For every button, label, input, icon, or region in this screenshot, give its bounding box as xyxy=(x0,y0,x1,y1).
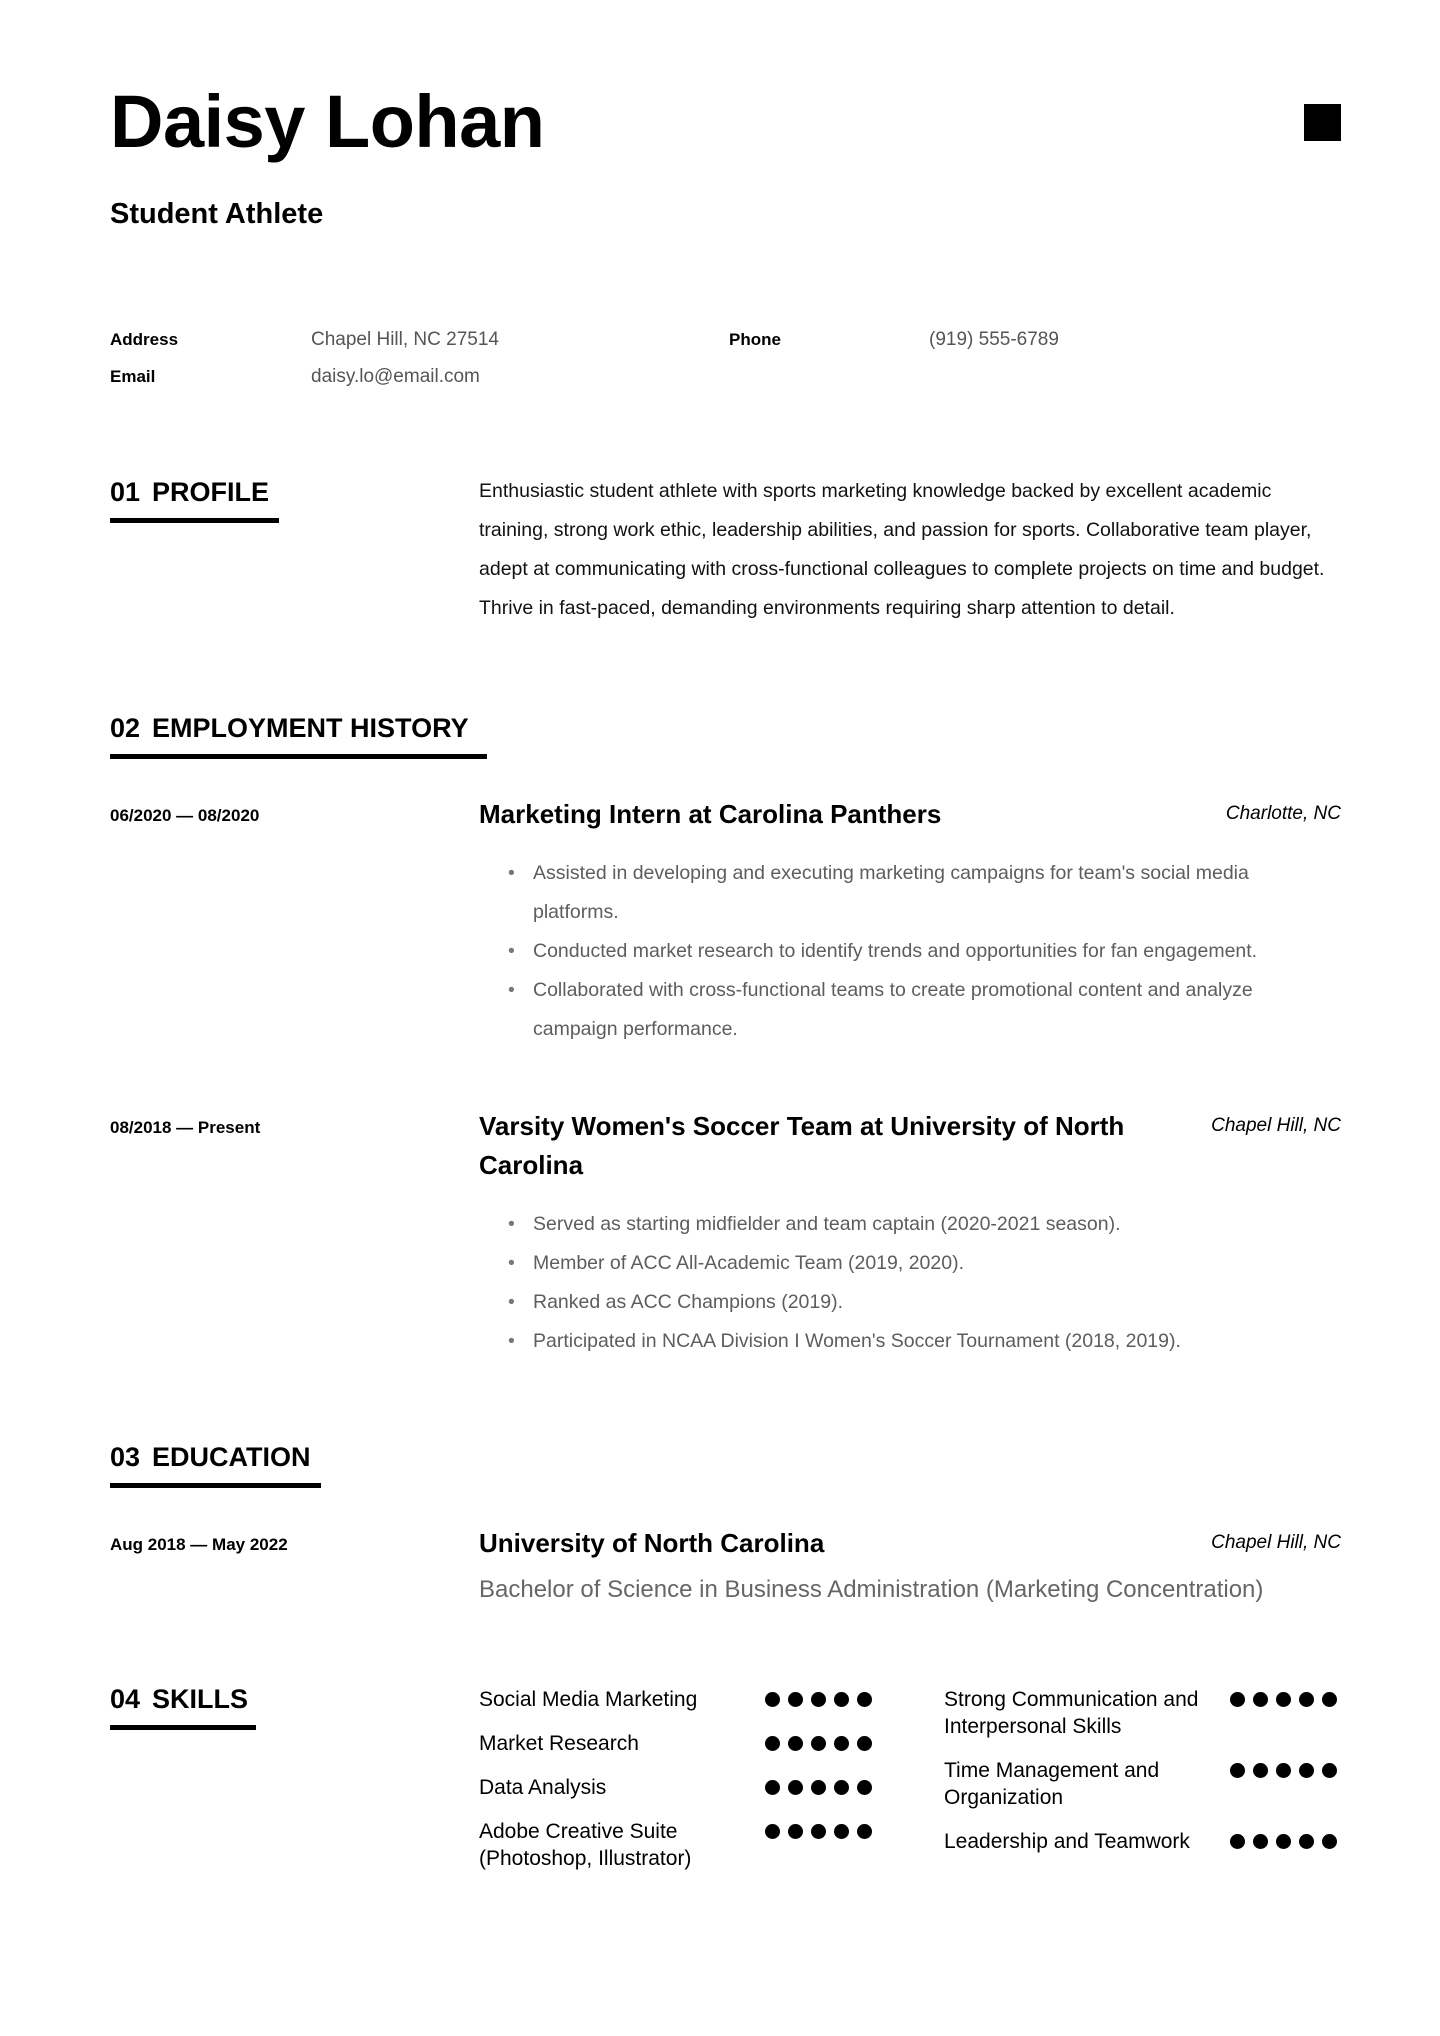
skill-dot xyxy=(834,1824,849,1839)
employment-heading-underline xyxy=(110,754,487,759)
skill-dot xyxy=(834,1780,849,1795)
skill-dot xyxy=(1253,1692,1268,1707)
skill-rating xyxy=(765,1780,873,1796)
skill-dot xyxy=(788,1824,803,1839)
skill-dot xyxy=(1299,1763,1314,1778)
skill-rating xyxy=(765,1824,873,1840)
section-title: EMPLOYMENT HISTORY xyxy=(152,713,469,743)
job-location: Charlotte, NC xyxy=(1225,803,1341,824)
skill-dot xyxy=(1299,1692,1314,1707)
section-number: 04 xyxy=(110,1684,141,1714)
job-bullets xyxy=(479,1205,1339,1361)
skill-dot xyxy=(811,1824,826,1839)
skills-heading xyxy=(110,1682,248,1716)
skill-dot xyxy=(857,1780,872,1795)
list-item: • Conducted market research to identify trends and opportunities for fan engagement. xyxy=(479,932,1339,971)
skill-dot xyxy=(811,1780,826,1795)
job-dates: 08/2018 — Present xyxy=(110,1118,261,1137)
candidate-title: Student Athlete xyxy=(110,198,324,230)
job-title: Marketing Intern at Carolina Panthers xyxy=(479,799,942,829)
section-number: 01 xyxy=(110,477,141,507)
skill-dot xyxy=(1230,1692,1245,1707)
job-title: Varsity Women's Soccer Team at University of North Carolina xyxy=(479,1111,1125,1180)
section-title: SKILLS xyxy=(152,1684,249,1714)
list-item: • Member of ACC All-Academic Team (2019, 2020). xyxy=(479,1244,1339,1283)
skill-dot xyxy=(765,1692,780,1707)
list-item: • Served as starting midfielder and team captain (2020-2021 season). xyxy=(479,1205,1339,1244)
section-title: EDUCATION xyxy=(152,1442,311,1472)
list-item: • Collaborated with cross-functional teams to create promotional content and analyze campaign performance. xyxy=(479,971,1339,1049)
address-value: Chapel Hill, NC 27514 xyxy=(311,329,499,350)
skill-rating xyxy=(1230,1692,1338,1708)
education-dates: Aug 2018 — May 2022 xyxy=(110,1535,288,1554)
job-location: Chapel Hill, NC xyxy=(1211,1115,1341,1136)
list-item: • Assisted in developing and executing marketing campaigns for team's social media platforms. xyxy=(479,854,1339,932)
skill-name: Adobe Creative Suite (Photoshop, Illustrator) xyxy=(479,1820,692,1870)
profile-summary: Enthusiastic student athlete with sports marketing knowledge backed by excellent academic training, strong work ethic, leadership abilities, and passion for sports. Collaborative team player, adept at communicating with cross-functional colleagues to complete projects on time and budget. Thrive in fast-paced, demanding environments requiring sharp attention to detail. xyxy=(479,480,1325,619)
section-title: PROFILE xyxy=(152,477,270,507)
skill-dot xyxy=(1276,1834,1291,1849)
skill-dot xyxy=(834,1736,849,1751)
skill-dot xyxy=(1230,1763,1245,1778)
skill-dot xyxy=(811,1692,826,1707)
skill-name: Market Research xyxy=(479,1732,639,1755)
school-name: University of North Carolina xyxy=(479,1528,825,1558)
skill-name: Leadership and Teamwork xyxy=(944,1830,1190,1853)
phone-label: Phone xyxy=(729,330,781,349)
skill-dot xyxy=(1253,1834,1268,1849)
skill-name: Data Analysis xyxy=(479,1776,607,1799)
skill-dot xyxy=(765,1736,780,1751)
skill-dot xyxy=(857,1824,872,1839)
education-heading-underline xyxy=(110,1483,321,1488)
skills-heading-underline xyxy=(110,1725,256,1730)
skill-dot xyxy=(1322,1692,1337,1707)
skill-dot xyxy=(788,1692,803,1707)
skill-dot xyxy=(1299,1834,1314,1849)
job-dates: 06/2020 — 08/2020 xyxy=(110,806,260,825)
skill-dot xyxy=(788,1780,803,1795)
skill-dot xyxy=(1253,1763,1268,1778)
skill-dot xyxy=(834,1692,849,1707)
skill-dot xyxy=(1276,1763,1291,1778)
skill-dot xyxy=(857,1736,872,1751)
skill-dot xyxy=(1322,1763,1337,1778)
education-heading xyxy=(110,1440,311,1474)
phone-value: (919) 555-6789 xyxy=(929,329,1059,350)
skill-dot xyxy=(1276,1692,1291,1707)
school-location: Chapel Hill, NC xyxy=(1211,1532,1341,1553)
skill-name: Strong Communication and Interpersonal Skills xyxy=(944,1688,1199,1738)
skill-rating xyxy=(765,1692,873,1708)
email-value: daisy.lo@email.com xyxy=(311,366,480,387)
section-number: 03 xyxy=(110,1442,141,1472)
address-label: Address xyxy=(110,330,179,349)
employment-heading xyxy=(110,711,469,745)
skill-dot xyxy=(1322,1834,1337,1849)
profile-heading xyxy=(110,475,269,509)
list-item: • Ranked as ACC Champions (2019). xyxy=(479,1283,1339,1322)
job-bullets xyxy=(479,854,1339,1049)
list-item: • Participated in NCAA Division I Women's Soccer Tournament (2018, 2019). xyxy=(479,1322,1339,1361)
skill-dot xyxy=(765,1780,780,1795)
profile-heading-underline xyxy=(110,518,279,523)
skill-name: Time Management and Organization xyxy=(944,1759,1160,1809)
skill-dot xyxy=(857,1692,872,1707)
skill-dot xyxy=(765,1824,780,1839)
skill-rating xyxy=(1230,1834,1338,1850)
section-number: 02 xyxy=(110,713,141,743)
skill-name: Social Media Marketing xyxy=(479,1688,698,1711)
skill-rating xyxy=(1230,1763,1338,1779)
degree: Bachelor of Science in Business Administration (Marketing Concentration) xyxy=(479,1576,1264,1603)
candidate-name: Daisy Lohan xyxy=(110,80,545,163)
skill-dot xyxy=(1230,1834,1245,1849)
skill-rating xyxy=(765,1736,873,1752)
square-logo-icon xyxy=(1304,104,1341,141)
skill-dot xyxy=(788,1736,803,1751)
email-label: Email xyxy=(110,367,156,386)
skill-dot xyxy=(811,1736,826,1751)
